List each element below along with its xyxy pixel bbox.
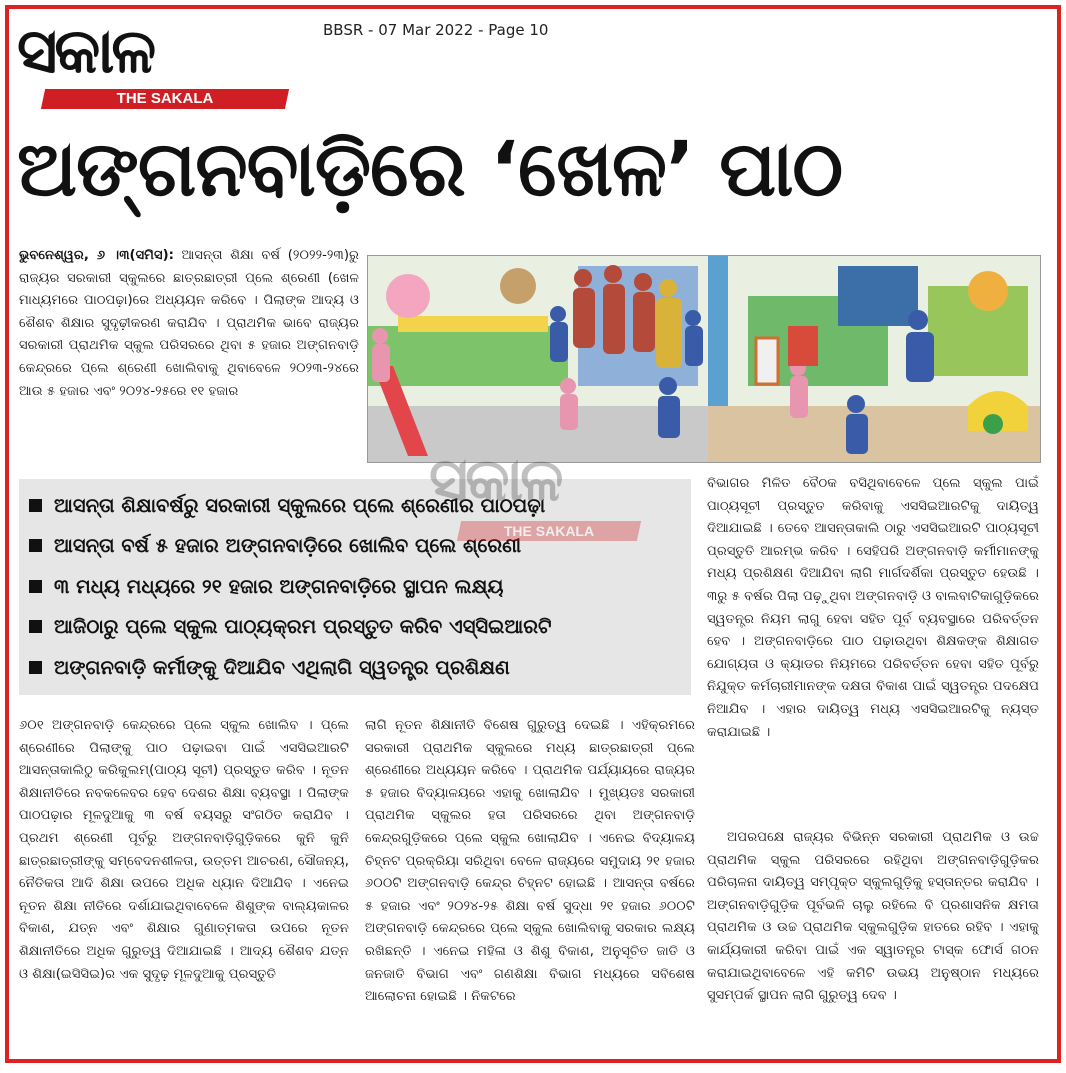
bullet-square-icon	[29, 661, 42, 674]
highlight-item	[29, 647, 681, 688]
bullet-square-icon	[29, 580, 42, 593]
intro-text: ଆସନ୍ତା ଶିକ୍ଷା ବର୍ଷ (୨୦୨୨-୨୩)ରୁ ରାଜ୍ୟର ସରକାରୀ ସ୍କୁଲରେ ଛାତ୍ରଛାତ୍ରୀ ପ୍ଲେ ଶ୍ରେଣୀ (ଖେଳ ମାଧ୍ୟମରେ ପାଠପଢ଼ା)ରେ ଅଧ୍ୟୟନ କରିବେ । ପିଲାଙ୍କ ଆଦ୍ୟ ଓ ଶୈଶବ ଶିକ୍ଷାର ସୁଦୃଢ଼ୀକରଣ କରାଯିବ । ପ୍ରାଥମିକ ଭାବେ ରାଜ୍ୟର ସରକାରୀ ପ୍ରାଥମିକ ସ୍କୁଲ ପରିସରରେ ଥିବା ୫ ହଜାର ଅଙ୍ଗନବାଡ଼ି କେନ୍ଦ୍ରରେ ପ୍ଲେ ଶ୍ରେଣୀ ଖୋଲିବାକୁ ଥିବାବେଳେ ୨୦୨୩-୨୪ରେ ଆଉ ୫ ହଜାର ଏବଂ ୨୦୨୪-୨୫ରେ ୧୧ ହଜାର	[19, 248, 359, 399]
intro-dateline: ଭୁବନେଶ୍ୱର, ୬ ।୩(ସମିସ):	[19, 248, 174, 263]
bullet-square-icon	[29, 620, 42, 633]
bullet-square-icon	[29, 499, 42, 512]
highlight-item	[29, 566, 681, 607]
headline: ଅଙ୍ଗନବାଡ଼ିରେ ‘ଖେଳ’ ପାଠ	[17, 124, 843, 213]
masthead-logo	[13, 11, 313, 111]
column-right-top: ବିଭାଗର ମିଳିତ ବୈଠକ ବସିଥିବାବେଳେ ପ୍ଲେ ସ୍କୁଲ ପାଇଁ ପାଠ୍ୟସୂଚୀ ପ୍ରସ୍ତୁତ କରିବାକୁ ଏସସିଇଆରଟିକୁ ଦାୟିତ୍ୱ ଦିଆଯାଇଛି । ତେବେ ଆସନ୍ତାକାଲି ଠାରୁ ଏସସିଇଆରଟି ପାଠ୍ୟସୂଚୀ ପ୍ରସ୍ତୁତି ଆରମ୍ଭ କରିବ । ସେହିପରି ଅଙ୍ଗନବାଡ଼ି କର୍ମୀମାନଙ୍କୁ ମଧ୍ୟ ପ୍ରଶିକ୍ଷଣ ଦିଆଯିବା ଲାଗି ମାର୍ଗଦର୍ଶିକା ପ୍ରସ୍ତୁତ ହେଉଛି । ୩ରୁ ୫ ବର୍ଷର ପିଲା ପଢ଼ୁଥିବା ଅଙ୍ଗନବାଡ଼ି ଓ ବାଲବାଟିକାଗୁଡ଼ିକରେ ସ୍ୱତନ୍ତ୍ର ନିୟମ ଲାଗୁ ହେବା ସହିତ ପୂର୍ବ ବ୍ୟବସ୍ଥାରେ ପରିବର୍ତ୍ତନ ହେବ । ଅଙ୍ଗନବାଡ଼ିରେ ପାଠ ପଢ଼ାଉଥିବା ଶିକ୍ଷକଙ୍କ ଶିକ୍ଷାଗତ ଯୋଗ୍ୟତା ଓ କ୍ୟାଡର ନିୟମରେ ପରିବର୍ତ୍ତନ ହେବା ସହିତ ପୂର୍ବରୁ ନିଯୁକ୍ତ କର୍ମଚାରୀମାନଙ୍କ ଦକ୍ଷତା ବିକାଶ ପାଇଁ ସ୍ୱତନ୍ତ୍ର ପଦକ୍ଷେପ ନିଆଯିବ । ଏହାର ଦାୟିତ୍ୱ ମଧ୍ୟ ଏସସିଇଆରଟିକୁ ନ୍ୟସ୍ତ କରାଯାଇଛି ।	[707, 476, 1039, 740]
edition-dateline: BBSR - 07 Mar 2022 - Page 10	[323, 21, 549, 39]
column-1: ୬୦୧ ଅଙ୍ଗନବାଡ଼ି କେନ୍ଦ୍ରରେ ପ୍ଲେ ସ୍କୁଲ ଖୋଲିବ । ପ୍ଲେ ଶ୍ରେଣୀରେ ପିଲାଙ୍କୁ ପାଠ ପଢ଼ାଇବା ପାଇଁ ଏସସିଇଆରଟି ଆସନ୍ତାକାଲିଠୁ କରିକୁଲମ୍(ପାଠ୍ୟ ସୂଚୀ) ପ୍ରସ୍ତୁତ କରିବ । ନୂତନ ଶିକ୍ଷାନୀତିରେ ନବକଳେବର ହେବ ଦେଶର ଶିକ୍ଷା ବ୍ୟବସ୍ଥା । ପିଲାଙ୍କ ପାଠପଢ଼ାର ମୂଳଦୁଆକୁ ୩ ବର୍ଷ ବୟସରୁ ସଂଗଠିତ କରାଯିବ । ପ୍ରଥମ ଶ୍ରେଣୀ ପୂର୍ବରୁ ଅଙ୍ଗନବାଡ଼ିଗୁଡ଼ିକରେ କୁନି କୁନି ଛାତ୍ରଛାତ୍ରୀଙ୍କୁ ସମ୍ବେଦନଶୀଳତା, ଉତ୍ତମ ଆଚରଣ, ସୌଜନ୍ୟ, ନୈତିକତା ଆଦି ଶିକ୍ଷା ଉପରେ ଅଧିକ ଧ୍ୟାନ ଦିଆଯିବ । ଏନେଇ ନୂତନ ଶିକ୍ଷା ନୀତିରେ ଦର୍ଶାଯାଇଥିବାବେଳେ ଶିଶୁଙ୍କ ବାଲ୍ୟକାଳର ବିକାଶ, ଯତ୍ନ ଏବଂ ଶିକ୍ଷାର ଗୁଣାତ୍ମକତା ଉପରେ ନୂତନ ଶିକ୍ଷାନୀତିରେ ଅଧିକ ଗୁରୁତ୍ୱ ଦିଆଯାଇଛି । ଆଦ୍ୟ ଶୈଶବ ଯତ୍ନ ଓ ଶିକ୍ଷା(ଇସିସିଇ)ର ଏକ ସୁଦୃଢ଼ ମୂଳଦୁଆକୁ ପ୍ରସ୍ତୁତି	[19, 718, 349, 982]
highlights-box	[19, 479, 691, 695]
column-2: ଲାଗି ନୂତନ ଶିକ୍ଷାନୀତି ବିଶେଷ ଗୁରୁତ୍ୱ ଦେଇଛି । ଏହିକ୍ରମରେ ସରକାରୀ ପ୍ରାଥମିକ ସ୍କୁଲରେ ମଧ୍ୟ ଛାତ୍ରଛାତ୍ରୀ ପ୍ଲେ ଶ୍ରେଣୀରେ ଅଧ୍ୟୟନ କରିବେ । ପ୍ରାଥମିକ ପର୍ଯ୍ୟାୟରେ ରାଜ୍ୟର ୫ ହଜାର ବିଦ୍ୟାଳୟରେ ଏହାକୁ ଖୋଲାଯିବ । ମୁଖ୍ୟତଃ ସରକାରୀ ପ୍ରାଥମିକ ସ୍କୁଲର ହତା ପରିସରରେ ଥିବା ଅଙ୍ଗନବାଡ଼ି କେନ୍ଦ୍ରଗୁଡ଼ିକରେ ପ୍ଲେ ସ୍କୁଲ ଖୋଲାଯିବ । ଏନେଇ ବିଦ୍ୟାଳୟ ଚିହ୍ନଟ ପ୍ରକ୍ରିୟା ସରିଥିବା ବେଳେ ରାଜ୍ୟରେ ସମୁଦାୟ ୨୧ ହଜାର ୬୦୦ଟି ଅଙ୍ଗନବାଡ଼ି କେନ୍ଦ୍ର ଚିହ୍ନଟ ହୋଇଛି । ଆସନ୍ତା ବର୍ଷରେ ୫ ହଜାର ଏବଂ ୨୦୨୪-୨୫ ଶିକ୍ଷା ବର୍ଷ ସୁଦ୍ଧା ୨୧ ହଜାର ୬୦୦ଟି ଅଙ୍ଗନବାଡ଼ି କେନ୍ଦ୍ରରେ ପ୍ଲେ ସ୍କୁଲ ଖୋଲିବାକୁ ସରକାର ଲକ୍ଷ୍ୟ ରଖିଛନ୍ତି । ଏନେଇ ମହିଳା ଓ ଶିଶୁ ବିକାଶ, ଅନୁସୂଚିତ ଜାତି ଓ ଜନଜାତି ବିଭାଗ ଏବଂ ଗଣଶିକ୍ଷା ବିଭାଗ ମଧ୍ୟରେ ସବିଶେଷ ଆଲୋଚନା ହୋଇଛି । ନିକଟରେ	[365, 718, 695, 1005]
highlight-text: ୩ ମଧ୍ୟ ମଧ୍ୟରେ ୨୧ ହଜାର ଅଙ୍ଗନବାଡ଼ିରେ ସ୍ଥାପନ ଲକ୍ଷ୍ୟ	[54, 574, 504, 598]
highlight-text: ଆସନ୍ତା ଶିକ୍ଷାବର୍ଷରୁ ସରକାରୀ ସ୍କୁଲରେ ପ୍ଲେ ଶ୍ରେଣୀର ପାଠପଢ଼ା	[54, 493, 546, 517]
logo-subtitle: THE SAKALA	[116, 90, 214, 107]
highlight-item	[29, 485, 681, 526]
news-photo	[367, 255, 1041, 463]
logo-ribbon	[41, 89, 289, 109]
highlight-item	[29, 526, 681, 567]
bullet-square-icon	[29, 539, 42, 552]
logo-wordmark: ସକାଳ	[17, 14, 154, 87]
highlight-text: ଆଜିଠାରୁ ପ୍ଲେ ସ୍କୁଲ ପାଠ୍ୟକ୍ରମ ପ୍ରସ୍ତୁତ କରିବ ଏସ୍‌ସିଇଆରଟି	[54, 615, 552, 639]
column-3: ଅପରପକ୍ଷେ ରାଜ୍ୟର ବିଭିନ୍ନ ସରକାରୀ ପ୍ରାଥମିକ ଓ ଉଚ୍ଚ ପ୍ରାଥମିକ ସ୍କୁଲ ପରିସରରେ ରହିଥିବା ଅଙ୍ଗନବାଡ଼ିଗୁଡ଼ିକର ପରିଚାଳନା ଦାୟିତ୍ୱ ସମ୍ପୃକ୍ତ ସ୍କୁଲଗୁଡ଼ିକୁ ହସ୍ତାନ୍ତର କରାଯିବ । ଅଙ୍ଗନବାଡ଼ିଗୁଡ଼ିକ ପୂର୍ବଭଳି ଚାଲୁ ରହିଲେ ବି ପ୍ରଶାସନିକ କ୍ଷମତା ପ୍ରାଥମିକ ଓ ଉଚ୍ଚ ପ୍ରାଥମିକ ସ୍କୁଲଗୁଡ଼ିକ ହାତରେ ରହିବ । ଏହାକୁ କାର୍ଯ୍ୟକାରୀ କରିବା ପାଇଁ ଏକ ସ୍ୱାତନ୍ତ୍ର ଟାସ୍କ ଫୋର୍ସ ଗଠନ କରାଯାଇଥିବାବେଳେ ଏହି କମିଟି ଉଭୟ ଅନୁଷ୍ଠାନ ମଧ୍ୟରେ ସୁସମ୍ପର୍କ ସ୍ଥାପନ ଲାଗି ଗୁରୁତ୍ୱ ଦେବ ।	[707, 830, 1039, 1004]
watermark-wordmark: ସକାଳ	[429, 445, 561, 515]
highlight-item	[29, 607, 681, 648]
intro-paragraph	[19, 245, 359, 465]
newspaper-page	[5, 5, 1061, 1063]
highlight-text: ଆସନ୍ତା ବର୍ଷ ୫ ହଜାର ଅଙ୍ଗନବାଡ଼ିରେ ଖୋଲିବ ପ୍ଲେ ଶ୍ରେଣୀ	[54, 534, 522, 558]
highlight-text: ଅଙ୍ଗନବାଡ଼ି କର୍ମୀଙ୍କୁ ଦିଆଯିବ ଏଥିଲାଗି ସ୍ୱତନ୍ତ୍ର ପ୍ରଶିକ୍ଷଣ	[54, 655, 510, 679]
watermark-subtitle: THE SAKALA	[503, 523, 595, 539]
